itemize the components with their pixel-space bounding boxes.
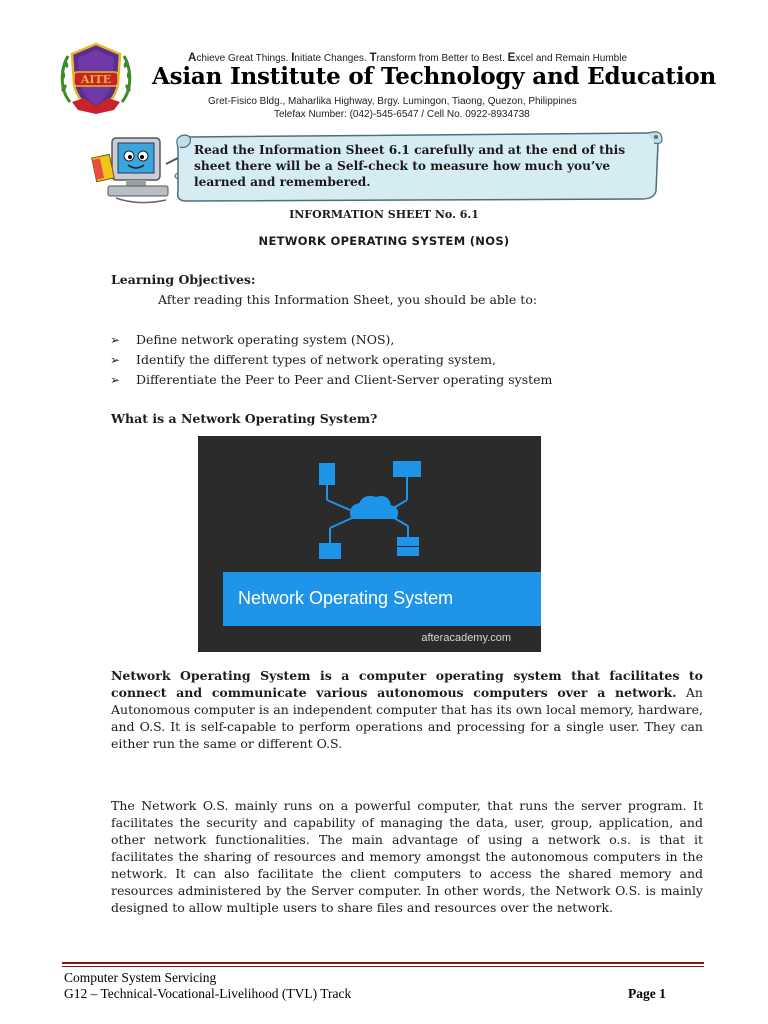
motto-initial: I [291,52,295,64]
motto-initial: A [188,52,197,64]
motto-phrase: chieve Great Things. [196,53,292,64]
footer-divider [62,962,704,964]
nos-illustration [198,436,541,652]
logo-lettering: AITE [80,73,112,86]
footer-course: Computer System Servicing [64,970,217,985]
motto-initial: T [369,52,377,64]
image-credit: afteracademy.com [421,632,511,644]
arrow-bullet-icon: ➢ [110,373,121,387]
motto-initial: E [507,52,516,64]
school-name: Asian Institute of Technology and Education [152,63,717,90]
objective-item: ➢ Define network operating system (NOS), [110,332,395,347]
image-label: Network Operating System [238,588,454,608]
motto-phrase: nitiate Changes. [294,53,370,64]
objectives-heading: Learning Objectives: [111,272,256,287]
motto-phrase: ransform from Better to Best. [376,53,508,64]
footer-track: G12 – Technical-Vocational-Livelihood (TVL) Track [64,986,352,1001]
section-heading: What is a Network Operating System? [111,411,378,426]
school-address: Gret-Fisico Bldg., Maharlika Highway, Brgy. Lumingon, Tiaong, Quezon, Philippines [208,96,577,107]
page-number: Page 1 [628,986,666,1001]
topic-title: NETWORK OPERATING SYSTEM (NOS) [258,234,510,248]
info-sheet-title: INFORMATION SHEET No. 6.1 [289,208,479,221]
paragraph-definition [111,667,703,752]
paragraph-details: The Network O.S. mainly runs on a powerful computer, that runs the server program. It facilitates the security and capability of managing the data, user, group, application, and other network functionalities. The main advantage of using a network o.s. is that it facilitates the sharing of resources and memory amongst the autonomous computers in the network. It can also facilitate the client computers to access the shared memory and resources administered by the Server computer. In other words, the Network O.S. is mainly designed to allow multiple users to share files and resources over the network. [111,798,703,915]
instruction-banner-text: Read the Information Sheet 6.1 carefully and at the end of this sheet there will be a Self-check to measure how much you’ve learned and remembered. [194,143,626,189]
school-logo [56,40,136,120]
footer-divider-thin [62,966,704,967]
definition-text: An Autonomous computer is an independent computer that has its own local memory, hardware, and O.S. It is self-capable to perform operations and processing for a single user. They can either run the same or different O.S. [111,685,703,751]
school-phone: Telefax Number: (042)-545-6547 / Cell No. 0922-8934738 [274,109,530,120]
network-diagram-icon [308,454,438,564]
arrow-bullet-icon: ➢ [110,333,121,347]
objectives-intro: After reading this Information Sheet, you should be able to: [158,292,538,307]
objective-item: ➢ Differentiate the Peer to Peer and Client-Server operating system [110,372,553,387]
motto-phrase: xcel and Remain Humble [515,53,628,64]
definition-bold-text: Network Operating System is a computer operating system that facilitates to connect and communicate various autonomous computers over a network. [111,668,703,700]
arrow-bullet-icon: ➢ [110,353,121,367]
objective-item: ➢ Identify the different types of network operating system, [110,352,496,367]
